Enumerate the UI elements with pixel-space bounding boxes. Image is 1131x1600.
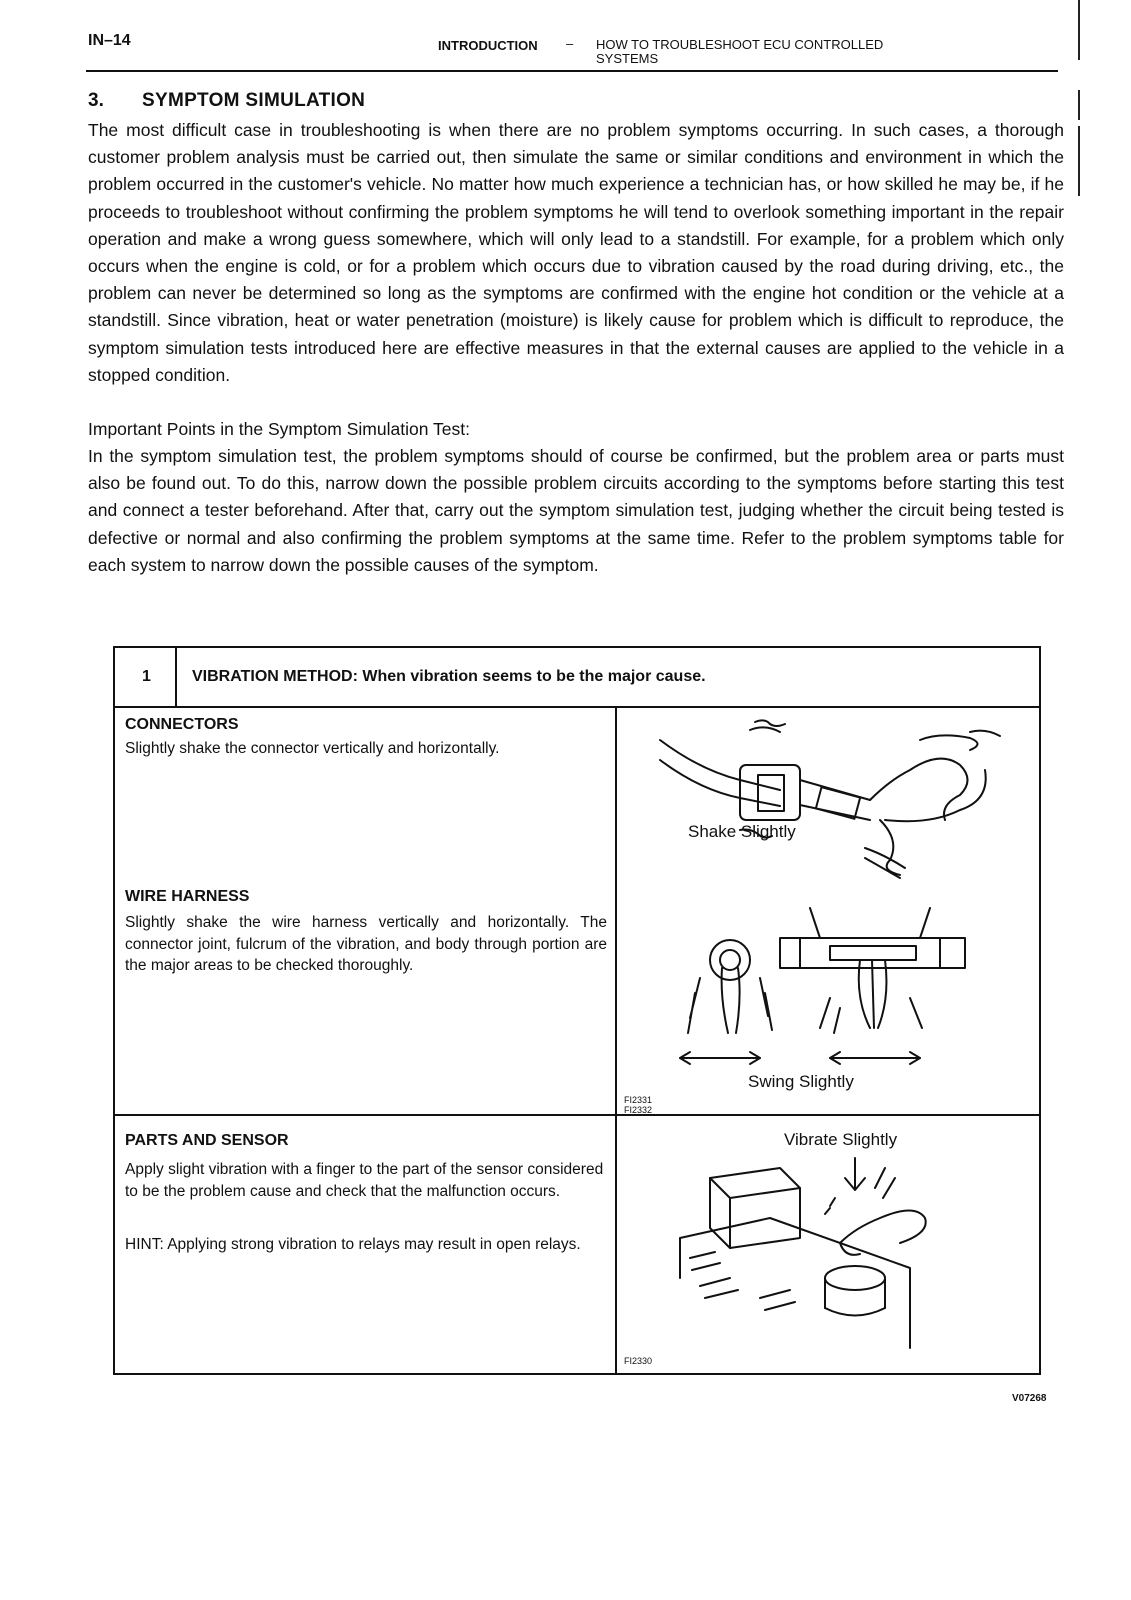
connector-shake-icon xyxy=(640,710,1030,890)
header-separator: – xyxy=(566,36,574,51)
body-paragraph: In the symptom simulation test, the problem symptoms should of course be confirmed, but the problem area or parts must also be found out. To do this, narrow down the possible problem circuits according to the symptoms before starting this test and connect a tester beforehand. After that, carry out the symptom simulation test, judging whether the circuit being tested is defective or normal and also confirming the problem symptoms at the same time. Refer to the problem symptoms table for each system to narrow down the possible causes of the symptom. xyxy=(88,446,1064,575)
method-title: VIBRATION METHOD: When vibration seems to be the major cause. xyxy=(192,668,706,685)
header-subsection: HOW TO TROUBLESHOOT ECU CONTROLLED SYSTEMS xyxy=(596,37,884,66)
table-divider xyxy=(175,648,177,706)
row-heading-connectors: CONNECTORS xyxy=(125,716,239,733)
figure-caption-vibrate: Vibrate Slightly xyxy=(784,1130,898,1149)
figure-caption-swing: Swing Slightly xyxy=(748,1072,854,1091)
row-text-parts-sensor: Apply slight vibration with a finger to the part of the sensor considered to be the problem cause and check that the malfunction occurs. xyxy=(125,1161,604,1200)
header-rule xyxy=(86,70,1058,72)
figure-code: FI2330 xyxy=(624,1356,653,1366)
page-number: IN–14 xyxy=(88,32,131,49)
figure-caption-shake: Shake Slightly xyxy=(688,822,796,841)
edge-mark xyxy=(1078,90,1080,120)
row-heading-parts-sensor: PARTS AND SENSOR xyxy=(125,1132,289,1149)
edge-mark xyxy=(1078,126,1080,196)
section-title: SYMPTOM SIMULATION xyxy=(142,90,366,111)
wire-harness-swing-icon xyxy=(640,898,1030,1078)
subheading: Important Points in the Symptom Simulation Test: xyxy=(88,419,470,439)
footer-code: V07268 xyxy=(1012,1393,1047,1404)
header-section: INTRODUCTION xyxy=(438,38,538,53)
edge-mark xyxy=(1078,0,1080,60)
row-hint-parts-sensor: HINT: Applying strong vibration to relays may result in open relays. xyxy=(125,1236,581,1253)
table-divider xyxy=(115,706,1039,708)
row-text-wire-harness: Slightly shake the wire harness vertically and horizontally. The connector joint, fulcrum of the vibration, and body through portion are the major areas to be checked thoroughly. xyxy=(125,914,607,974)
row-heading-wire-harness: WIRE HARNESS xyxy=(125,888,250,905)
relay-vibrate-icon xyxy=(640,1148,1030,1358)
method-number: 1 xyxy=(142,668,151,685)
table-divider xyxy=(115,1114,1039,1116)
figure-code: FI2332 xyxy=(624,1105,653,1115)
body-paragraph: The most difficult case in troubleshooting is when there are no problem symptoms occurring. In such cases, a thorough customer problem analysis must be carried out, then simulate the same or similar conditions and environment in which the problem occurred in the customer's vehicle. No matter how much experience a technician has, or how skilled he may be, if he proceeds to troubleshoot without confirming the problem symptoms he will tend to overlook something important in the repair operation and make a wrong guess somewhere, which will only lead to a standstill. For example, for a problem which only occurs when the engine is cold, or for a problem which occurs due to vibration caused by the road during driving, etc., the problem can never be determined so long as the symptoms are confirmed with the engine hot condition or the vehicle at a standstill. Since vibration, heat or water penetration (moisture) is likely cause for problem which is difficult to reproduce, the symptom simulation tests introduced here are effective measures in that the external causes are applied to the vehicle in a stopped condition. xyxy=(88,120,1064,385)
row-text-connectors: Slightly shake the connector vertically and horizontally. xyxy=(125,740,500,757)
figure-code: FI2331 xyxy=(624,1095,653,1105)
table-divider xyxy=(615,706,617,1373)
section-number: 3. xyxy=(88,90,104,111)
